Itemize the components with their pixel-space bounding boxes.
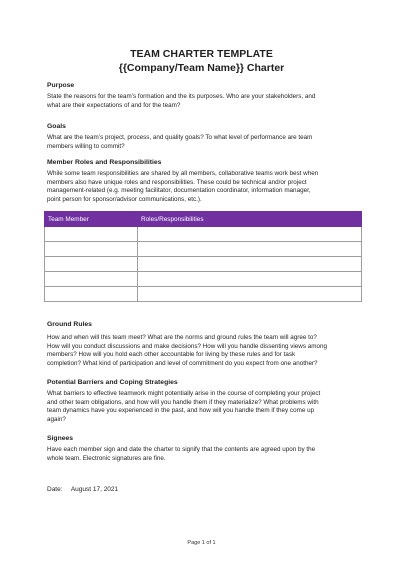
table-row xyxy=(45,287,362,302)
team-member-cell[interactable] xyxy=(45,227,138,242)
date-label: Date: xyxy=(47,486,63,493)
roles-line: point person for sponsor/advisor communications, etc.). xyxy=(47,196,202,204)
team-member-cell[interactable] xyxy=(45,287,138,302)
ground-rules-line: completion? What kind of participation and level of commitment do you expect from one another? xyxy=(47,360,318,368)
barriers-heading: Potential Barriers and Coping Strategies xyxy=(47,379,178,386)
date-line xyxy=(47,485,118,494)
table-row xyxy=(45,227,362,242)
page-number: Page 1 of 1 xyxy=(187,540,216,546)
signees-line: Have each member sign and date the charter to signify that the contents are agreed upon by the xyxy=(47,446,316,453)
roles-cell[interactable] xyxy=(138,242,362,257)
goals-heading: Goals xyxy=(47,123,66,130)
ground-rules-line: How will you conduct discussions and make decisions? How will you handle dissenting views among xyxy=(47,342,328,350)
goals-text xyxy=(47,134,359,151)
signees-heading: Signees xyxy=(47,435,74,442)
roles-column-header: Roles/Responsibilities xyxy=(138,212,362,227)
goals-line: What are the team’s project, process, and quality goals? To what level of performance are team xyxy=(47,134,313,141)
purpose-line: what are their expectations of and for the team? xyxy=(47,101,181,109)
barriers-text xyxy=(47,390,359,425)
goals-line: members willing to commit? xyxy=(47,142,125,150)
barriers-line: team dynamics have you experienced in the past, and how will you handle them if they come up xyxy=(47,407,315,415)
purpose-heading: Purpose xyxy=(47,82,75,89)
table-row xyxy=(45,257,362,272)
document-title: TEAM CHARTER TEMPLATE xyxy=(130,48,273,60)
roles-heading: Member Roles and Responsibilities xyxy=(47,159,162,166)
team-member-column-header: Team Member xyxy=(45,212,138,227)
ground-rules-line: How and when will this team meet? What are the norms and ground rules the team will agree to? xyxy=(47,334,317,341)
table-header-row xyxy=(45,212,362,227)
table-row xyxy=(45,272,362,287)
roles-text xyxy=(47,170,359,205)
signees-line: whole team. Electronic signatures are fine. xyxy=(47,454,166,462)
team-member-cell[interactable] xyxy=(45,242,138,257)
date-value: August 17, 2021 xyxy=(70,486,119,493)
roles-cell[interactable] xyxy=(138,287,362,302)
ground-rules-text xyxy=(47,334,359,369)
roles-cell[interactable] xyxy=(138,272,362,287)
purpose-text xyxy=(47,93,359,110)
roles-cell[interactable] xyxy=(138,227,362,242)
ground-rules-heading: Ground Rules xyxy=(47,321,92,328)
roles-line: management-related (e.g. meeting facilitator, documentation coordinator, information manager, xyxy=(47,187,311,195)
document-subtitle: {{Company/Team Name}} Charter xyxy=(118,62,285,74)
ground-rules-line: members? How will you hold each other accountable for living by these rules and for task xyxy=(47,351,296,359)
team-member-cell[interactable] xyxy=(45,272,138,287)
barriers-line: again? xyxy=(47,416,66,424)
roles-line: members also have unique roles and responsibilities. These could be technical and/or project xyxy=(47,178,307,186)
team-member-cell[interactable] xyxy=(45,257,138,272)
table-row xyxy=(45,242,362,257)
roles-cell[interactable] xyxy=(138,257,362,272)
roles-line: While some team responsibilities are shared by all members, collaborative teams work best when xyxy=(47,170,319,177)
barriers-line: What barriers to effective teamwork might potentially arise in the course of completing your project xyxy=(47,390,321,397)
barriers-line: and other team obligations, and how will you handle them if they materialize? What problems with xyxy=(47,398,319,406)
signees-text xyxy=(47,446,359,463)
purpose-line: State the reasons for the team’s formation and the its purposes. Who are your stakeholders, and xyxy=(47,93,316,100)
roles-table xyxy=(44,211,362,302)
